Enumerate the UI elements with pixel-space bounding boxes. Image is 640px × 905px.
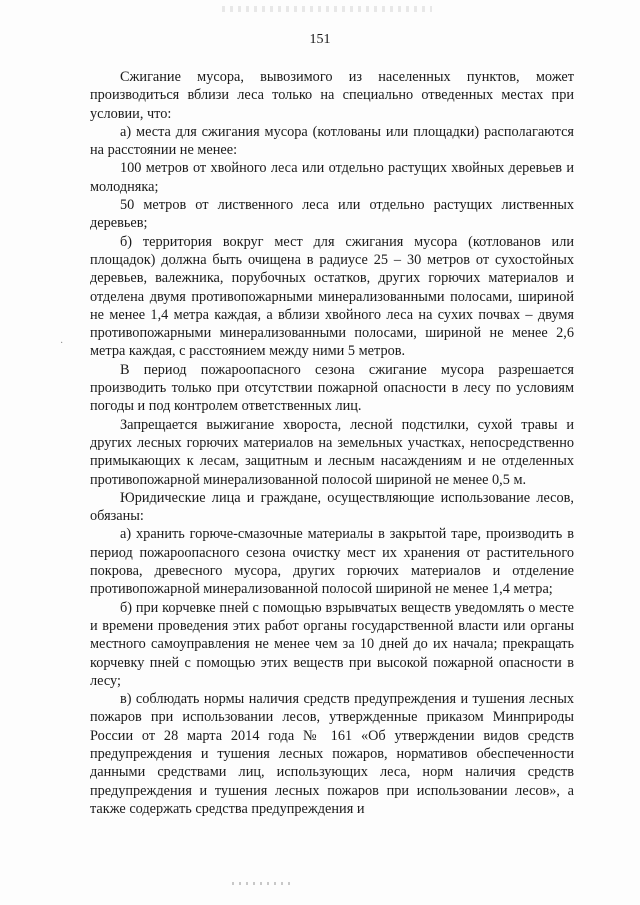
paragraph: 100 метров от хвойного леса или отдельно растущих хвойных деревьев и молодняка; [90,160,574,195]
paragraph: Сжигание мусора, вывозимого из населенных пунктов, может производиться вблизи леса только на специально отведенных местах при условии, что: [90,69,574,122]
paragraph: а) места для сжигания мусора (котлованы или площадки) располагаются на расстоянии не менее: [90,123,574,159]
margin-mark: · [60,338,64,349]
scan-artifact [232,882,292,885]
paragraph: В период пожароопасного сезона сжигание мусора разрешается производить только при отсутствии пожарной опасности в лесу по условиям погоды и под контролем ответственных лиц. [90,361,574,415]
paragraph: б) территория вокруг мест для сжигания мусора (котлованов или площадок) должна быть очищена в радиусе 25 – 30 метров от сухостойных деревьев, валежника, порубочных остатков, других горючих материалов и отделена двумя противопожарными минерализованными полосами, шириной не менее 1,4 метра каждая, а вблизи хвойного леса на сухих почвах – двумя противопожарными минерализованными полосами, шириной не менее 2,6 метра каждая, с расстоянием между ними 5 метров. [90,233,574,360]
paragraph: 50 метров от лиственного леса или отдельно растущих лиственных деревьев; [90,197,574,232]
paragraph: б) при корчевке пней с помощью взрывчатых веществ уведомлять о месте и времени проведения этих работ органы государственной власти или органы местного самоуправления не менее чем за 10 дней до их начала; прекращать корчевку пней с помощью этих веществ при высокой пожарной опасности в лесу; [90,599,574,689]
paragraph: Юридические лица и граждане, осуществляющие использование лесов, обязаны: [90,489,574,525]
page-number: 151 [309,32,331,47]
scan-artifact [222,6,432,12]
paragraph: а) хранить горюче-смазочные материалы в закрытой таре, производить в период пожароопасного сезона очистку мест их хранения от растительного покрова, древесного мусора, других горючих материалов и отделение противопожарной минерализованной полосой шириной не менее 1,4 метра; [90,526,574,598]
paragraph: Запрещается выжигание хвороста, лесной подстилки, сухой травы и других лесных горючих материалов на земельных участках, непосредственно примыкающих к лесам, защитным и лесным насаждениям и не отделенных противопожарной минерализованной полосой шириной не менее 0,5 м. [90,416,574,488]
paragraph: в) соблюдать нормы наличия средств предупреждения и тушения лесных пожаров при использовании лесов, утвержденные приказом Минприроды России от 28 марта 2014 года № 161 «Об утверждении видов средств предупреждения и тушения лесных пожаров, нормативов обеспеченности данными средствами лиц, использующих леса, норм наличия средств предупреждения и тушения лесных пожаров при использовании лесов», а также содержать средства предупреждения и [90,691,574,817]
document-body [90,68,574,818]
